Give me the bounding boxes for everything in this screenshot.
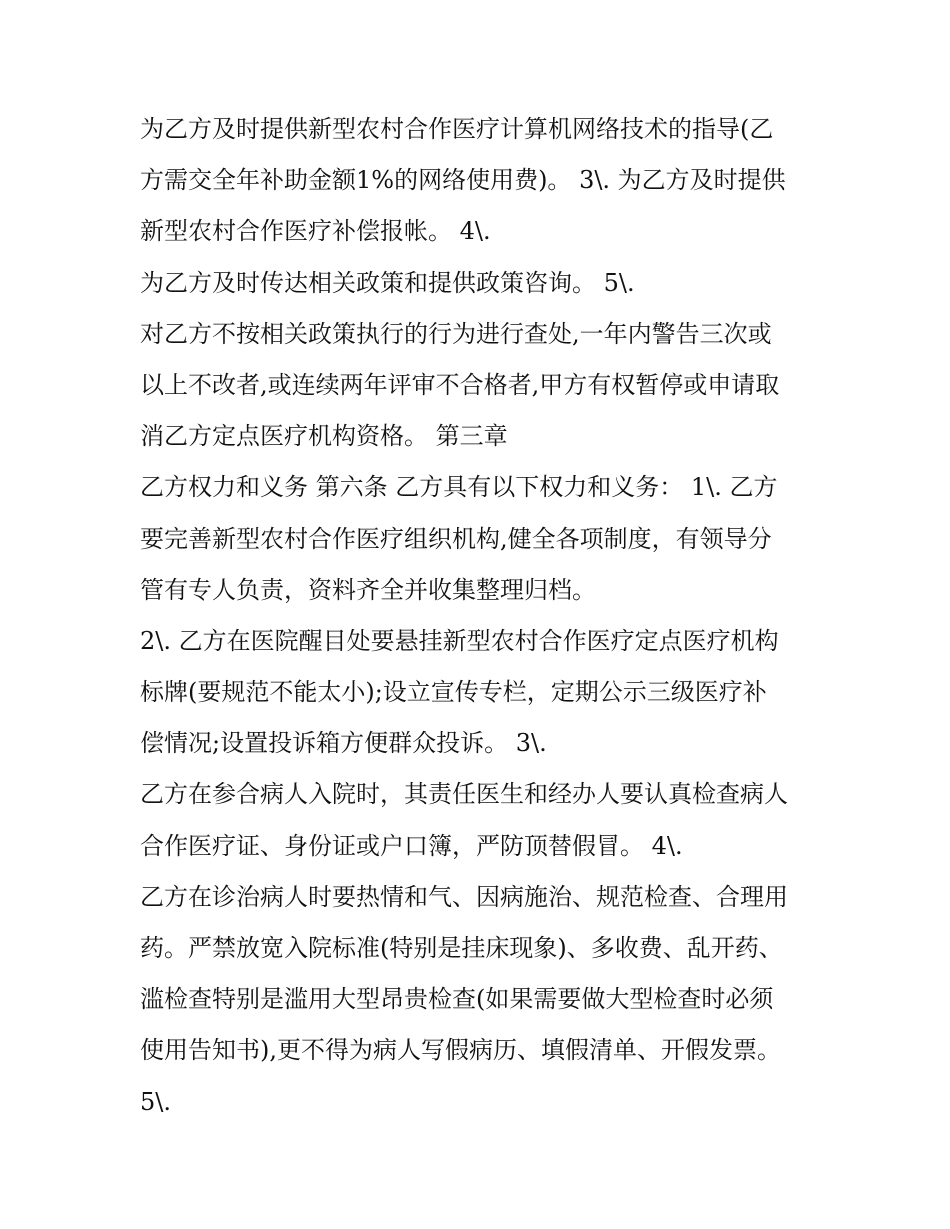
text-line: 对乙方不按相关政策执行的行为进行查处,一年内警告三次或 (140, 319, 772, 348)
text-line: 乙方在参合病人入院时，其责任医生和经办人要认真检查病人 (140, 780, 788, 809)
text-line: 管有专人负责，资料齐全并收集整理归档。 (140, 575, 596, 604)
text-line: 2\. 乙方在医院醒目处要悬挂新型农村合作医疗定点医疗机构 (140, 626, 779, 655)
text-line: 滥检查特别是滥用大型昂贵检查(如果需要做大型检查时必须 (140, 985, 774, 1014)
text-line: 为乙方及时传达相关政策和提供政策咨询。 5\. (140, 268, 635, 297)
text-line: 合作医疗证、身份证或户口簿，严防顶替假冒。 4\. (140, 831, 683, 860)
text-line: 使用告知书),更不得为病人写假病历、填假清单、开假发票。 (140, 1036, 781, 1065)
text-line: 乙方权力和义务 第六条 乙方具有以下权力和义务： 1\. 乙方 (140, 473, 778, 502)
text-line: 新型农村合作医疗补偿报帐。 4\. (140, 217, 491, 246)
text-line: 为乙方及时提供新型农村合作医疗计算机网络技术的指导(乙 (140, 115, 774, 143)
text-line: 方需交全年补助金额1%的网络使用费)。 3\. 为乙方及时提供 (140, 166, 786, 195)
text-line: 乙方在诊治病人时要热情和气、因病施治、规范检查、合理用 (140, 882, 788, 911)
document-body (140, 104, 840, 1128)
text-line: 药。严禁放宽入院标准(特别是挂床现象)、多收费、乱开药、 (140, 934, 783, 962)
text-line: 消乙方定点医疗机构资格。 第三章 (140, 422, 508, 451)
text-line: 以上不改者,或连续两年评审不合格者,甲方有权暂停或申请取 (140, 370, 780, 399)
text-line: 标牌(要规范不能太小);设立宣传专栏，定期公示三级医疗补 (140, 678, 767, 707)
text-line: 5\. (140, 1087, 171, 1116)
text-line: 要完善新型农村合作医疗组织机构,健全各项制度，有领导分 (140, 524, 772, 553)
text-line: 偿情况;设置投诉箱方便群众投诉。 3\. (140, 729, 547, 758)
